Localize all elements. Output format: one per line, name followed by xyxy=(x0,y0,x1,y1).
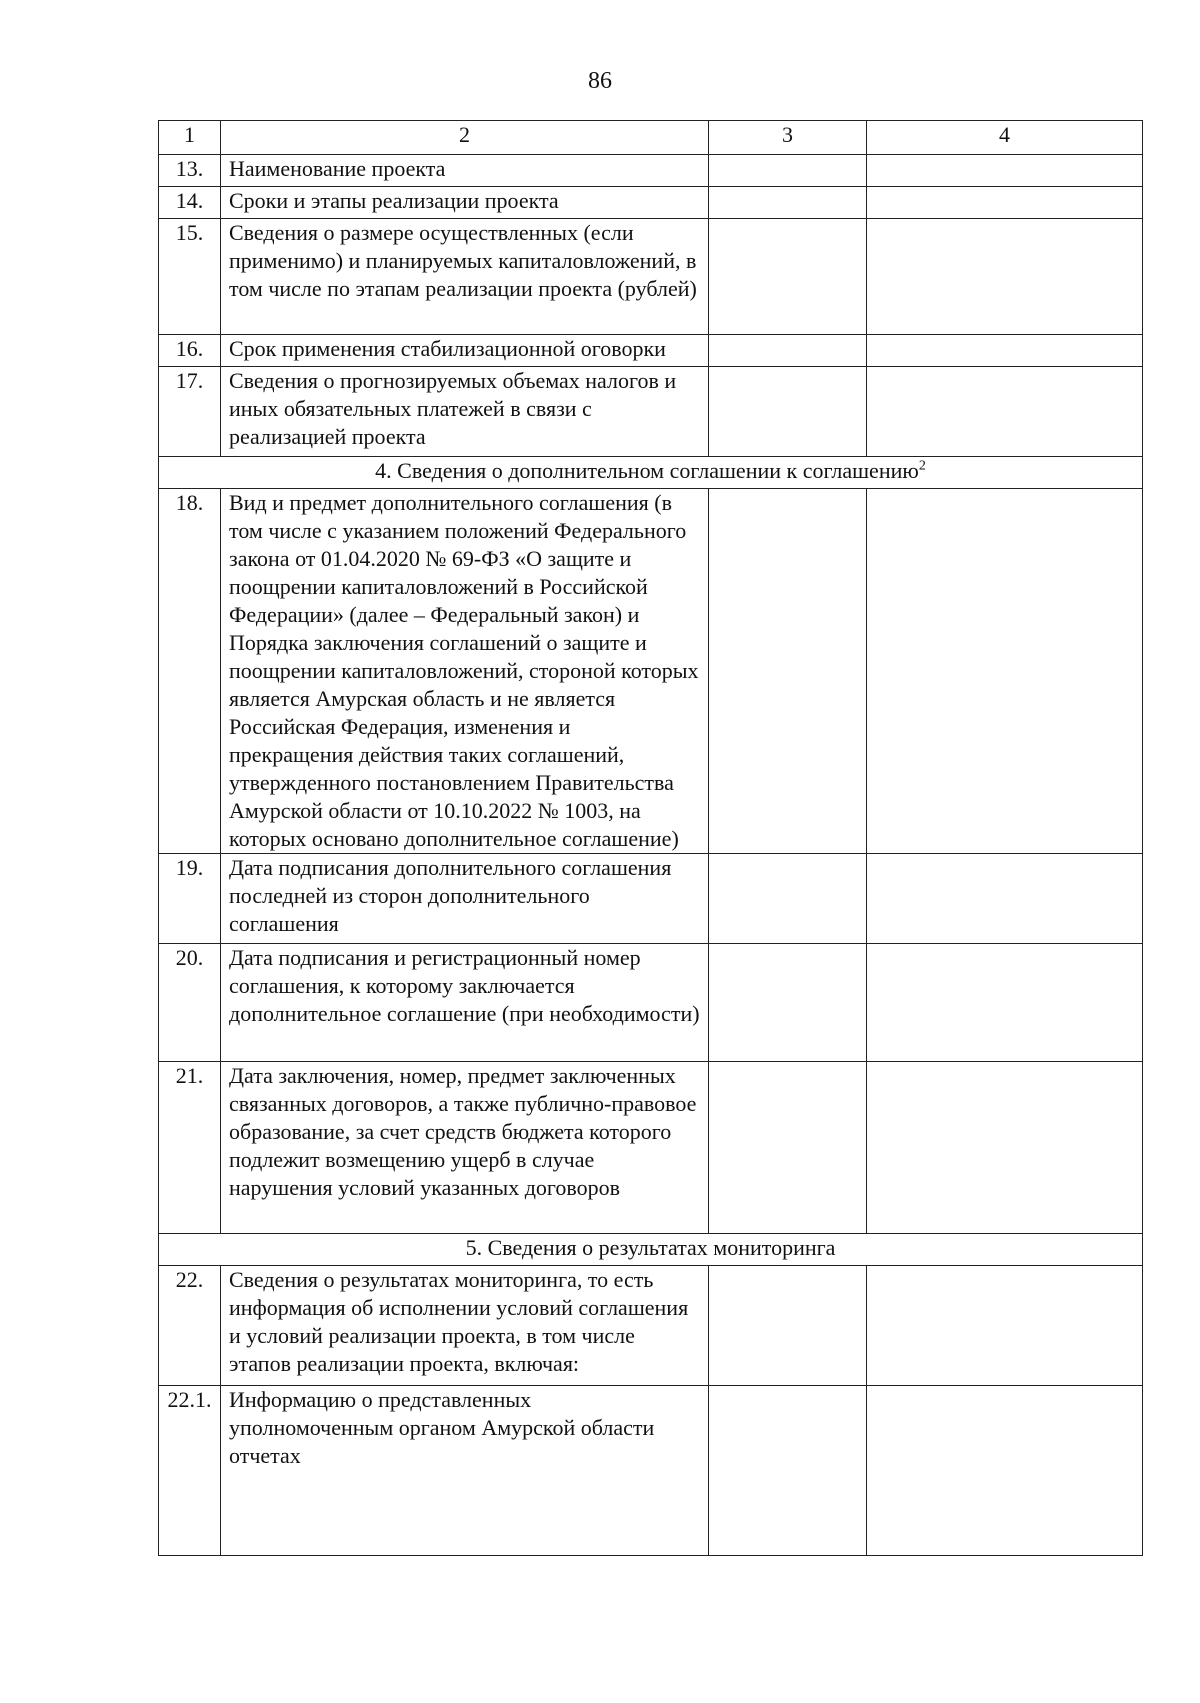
table-row xyxy=(159,155,1143,187)
table-row xyxy=(159,219,1143,335)
section-title: 5. Сведения о результатах мониторинга xyxy=(159,1234,1143,1266)
row-text: Вид и предмет дополнительного соглашения (в том числе с указанием положений Федерального закона от 01.04.2020 № 69-ФЗ «О защите и поощрении капиталовложений в Российской Федерации» (далее – Федеральный закон) и Порядка заключения соглашений о защите и поощрении капиталовложений, стороной которых является Амурская область и не является Российская Федерация, изменения и прекращения действия таких соглашений, утвержденного постановлением Правительства Амурской области от 10.10.2022 № 1003, на которых основано дополнительное соглашение) xyxy=(221,489,709,854)
row-number: 13. xyxy=(159,155,221,187)
empty-cell xyxy=(867,489,1143,854)
row-text: Сведения о прогнозируемых объемах налогов и иных обязательных платежей в связи с реализацией проекта xyxy=(221,367,709,457)
table-row xyxy=(159,1386,1143,1556)
section-title xyxy=(159,457,1143,489)
section-row xyxy=(159,1234,1143,1266)
header-row xyxy=(159,121,1143,155)
empty-cell xyxy=(709,219,867,335)
empty-cell xyxy=(867,367,1143,457)
row-text: Наименование проекта xyxy=(221,155,709,187)
empty-cell xyxy=(709,155,867,187)
empty-cell xyxy=(867,1386,1143,1556)
empty-cell xyxy=(709,1062,867,1234)
row-number: 17. xyxy=(159,367,221,457)
table-row xyxy=(159,335,1143,367)
row-text: Информацию о представленных уполномоченным органом Амурской области отчетах xyxy=(221,1386,709,1556)
table-row xyxy=(159,187,1143,219)
row-text: Дата заключения, номер, предмет заключенных связанных договоров, а также публично-правовое образование, за счет средств бюджета которого подлежит возмещению ущерб в случае нарушения условий указанных договоров xyxy=(221,1062,709,1234)
empty-cell xyxy=(867,155,1143,187)
header-cell-4: 4 xyxy=(867,121,1143,155)
header-cell-3: 3 xyxy=(709,121,867,155)
empty-cell xyxy=(867,1062,1143,1234)
row-text: Срок применения стабилизационной оговорки xyxy=(221,335,709,367)
table-row xyxy=(159,367,1143,457)
row-text: Дата подписания дополнительного соглашения последней из сторон дополнительного соглашения xyxy=(221,854,709,944)
empty-cell xyxy=(867,219,1143,335)
empty-cell xyxy=(867,944,1143,1062)
section-title-text: 4. Сведения о дополнительном соглашении к соглашению xyxy=(375,458,919,483)
form-table xyxy=(158,120,1143,1556)
row-number: 22. xyxy=(159,1266,221,1386)
row-number: 16. xyxy=(159,335,221,367)
row-number: 14. xyxy=(159,187,221,219)
row-text: Сроки и этапы реализации проекта xyxy=(221,187,709,219)
row-text: Дата подписания и регистрационный номер соглашения, к которому заключается дополнительное соглашение (при необходимости) xyxy=(221,944,709,1062)
header-cell-2: 2 xyxy=(221,121,709,155)
row-number: 18. xyxy=(159,489,221,854)
empty-cell xyxy=(867,1266,1143,1386)
table-row xyxy=(159,944,1143,1062)
empty-cell xyxy=(709,367,867,457)
footnote-marker: 2 xyxy=(918,458,926,474)
empty-cell xyxy=(867,187,1143,219)
header-cell-1: 1 xyxy=(159,121,221,155)
empty-cell xyxy=(709,1386,867,1556)
table-row xyxy=(159,489,1143,854)
empty-cell xyxy=(709,335,867,367)
empty-cell xyxy=(709,854,867,944)
row-number: 22.1. xyxy=(159,1386,221,1556)
row-number: 19. xyxy=(159,854,221,944)
empty-cell xyxy=(709,944,867,1062)
empty-cell xyxy=(867,335,1143,367)
page-number: 86 xyxy=(588,68,612,94)
row-text: Сведения о размере осуществленных (если применимо) и планируемых капиталовложений, в том числе по этапам реализации проекта (рублей) xyxy=(221,219,709,335)
row-number: 15. xyxy=(159,219,221,335)
empty-cell xyxy=(709,489,867,854)
table-row xyxy=(159,1266,1143,1386)
row-number: 20. xyxy=(159,944,221,1062)
row-text: Сведения о результатах мониторинга, то есть информация об исполнении условий соглашения и условий реализации проекта, в том числе этапов реализации проекта, включая: xyxy=(221,1266,709,1386)
table-row xyxy=(159,854,1143,944)
empty-cell xyxy=(867,854,1143,944)
empty-cell xyxy=(709,1266,867,1386)
table-row xyxy=(159,1062,1143,1234)
empty-cell xyxy=(709,187,867,219)
row-number: 21. xyxy=(159,1062,221,1234)
section-row xyxy=(159,457,1143,489)
